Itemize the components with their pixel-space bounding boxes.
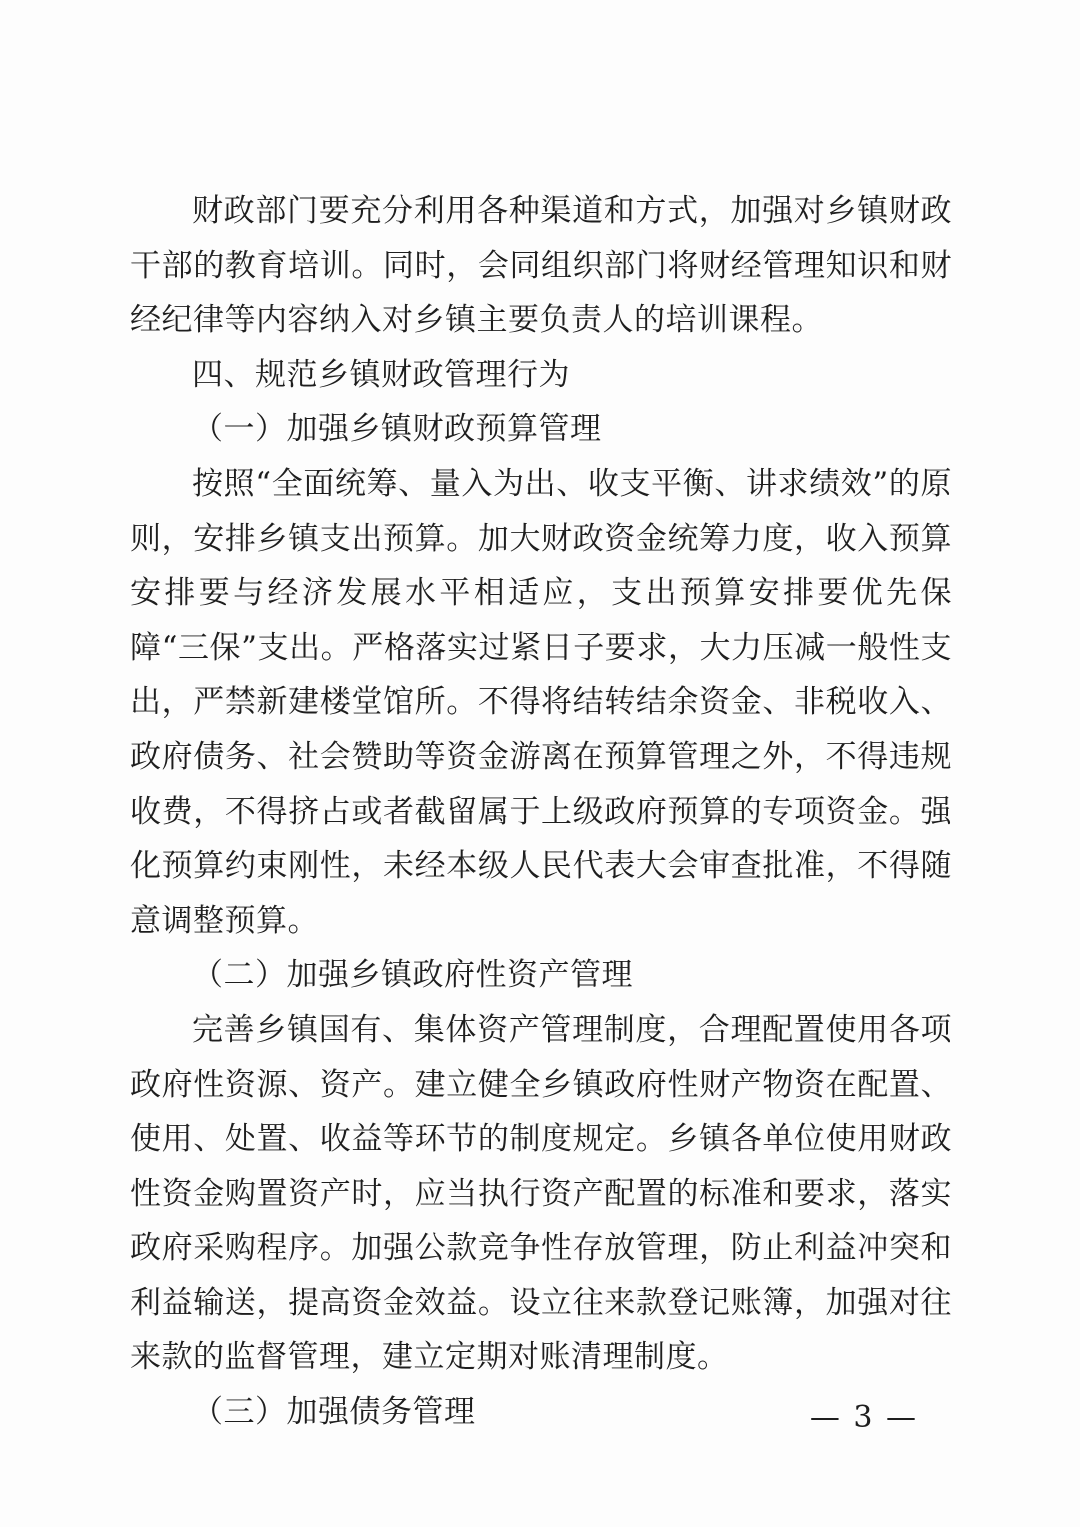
paragraph-budget: 按照“全面统筹、量入为出、收支平衡、讲求绩效”的原则，安排乡镇支出预算。加大财政资金统筹力度，收入预算安排要与经济发展水平相适应，支出预算安排要优先保障“三保”支出。严格落实过紧日子要求，大力压减一般性支出，严禁新建楼堂馆所。不得将结转结余资金、非税收入、政府债务、社会赞助等资金游离在预算管理之外，不得违规收费，不得挤占或者截留属于上级政府预算的专项资金。强化预算约束刚性，未经本级人民代表大会审查批准，不得随意调整预算。	[130, 465, 952, 939]
paragraph-training: 财政部门要充分利用各种渠道和方式，加强对乡镇财政干部的教育培训。同时，会同组织部门将财经管理知识和财经纪律等内容纳入对乡镇主要负责人的培训课程。	[130, 193, 952, 339]
subsection-heading-1: （一）加强乡镇财政预算管理	[192, 411, 602, 448]
document-body	[130, 184, 952, 1440]
paragraph-assets: 完善乡镇国有、集体资产管理制度，合理配置使用各项政府性资源、资产。建立健全乡镇政府性财产物资在配置、使用、处置、收益等环节的制度规定。乡镇各单位使用财政性资金购置资产时，应当执行资产配置的标准和要求，落实政府采购程序。加强公款竞争性存放管理，防止利益冲突和利益输送，提高资金效益。设立往来款登记账簿，加强对往来款的监督管理，建立定期对账清理制度。	[130, 1011, 952, 1376]
subsection-heading-2: （二）加强乡镇政府性资产管理	[192, 957, 633, 994]
subsection-heading-3: （三）加强债务管理	[192, 1394, 476, 1431]
section-heading-4: 四、规范乡镇财政管理行为	[192, 356, 570, 393]
page-number: — 3 —	[809, 1400, 918, 1435]
